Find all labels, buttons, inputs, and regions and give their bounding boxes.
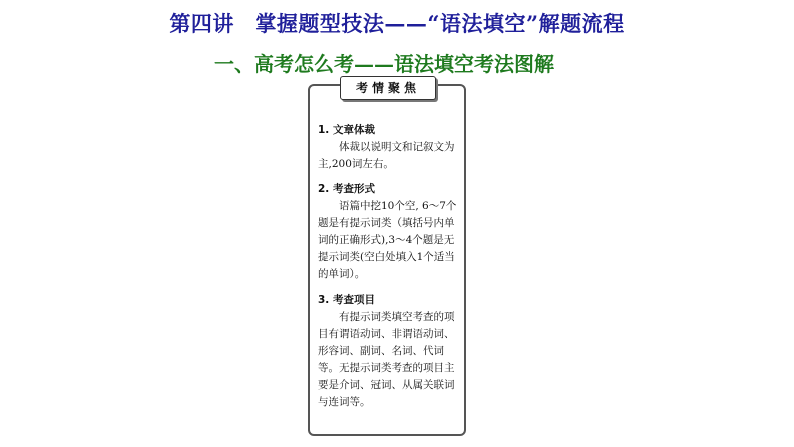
section-body: 语篇中挖10个空, 6～7个题是有提示词类（填括号内单词的正确形式),3～4个题是无提示词类(空白处填入1个适当的单词）。 <box>318 200 457 280</box>
section-heading: 一、高考怎么考——语法填空考法图解 <box>214 52 554 76</box>
section-body: 体裁以说明文和记叙文为主,200词左右。 <box>318 141 455 170</box>
exam-focus-card <box>308 81 466 436</box>
section-title: 3. 考查项目 <box>318 294 375 306</box>
section-title: 2. 考查形式 <box>318 183 375 195</box>
section-body: 有提示词类填空考查的项目有谓语动词、非谓语动词、形容词、副词、名词、代词等。无提示词类考查的项目主要是介词、冠词、从属关联词与连词等。 <box>318 311 455 408</box>
section-items <box>318 292 464 411</box>
section-genre <box>318 122 464 173</box>
section-title: 1. 文章体裁 <box>318 124 375 136</box>
lecture-title: 第四讲 掌握题型技法——“语法填空”解题流程 <box>169 11 625 36</box>
section-format <box>318 181 464 283</box>
card-header: 考情聚焦 <box>340 76 436 100</box>
